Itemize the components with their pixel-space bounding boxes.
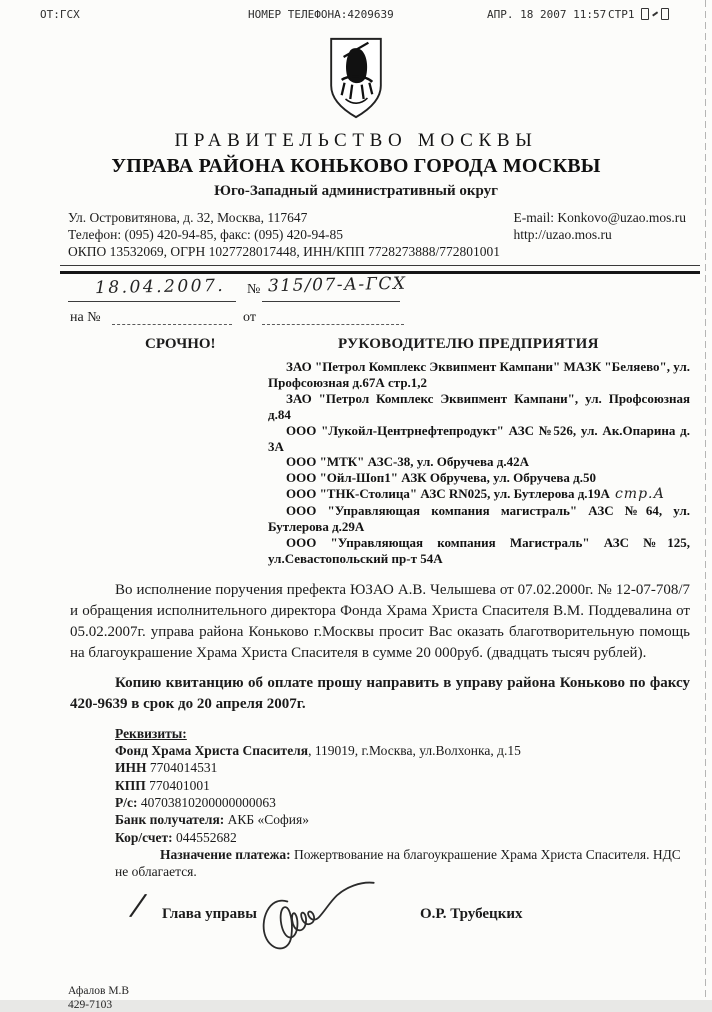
recipient-text: ЗАО "Петрол Комплекс Эквипмент Кампани", ул. Профсоюзная д.84	[268, 390, 690, 422]
payment-purpose-label: Назначение платежа:	[160, 846, 291, 862]
recipient-text: ООО "Лукойл-Центрнефтепродукт" АЗС №526, ул. Ак.Опарина д. 3А	[268, 422, 690, 454]
requisite-label: ИНН	[115, 760, 147, 776]
recipient-text: ООО "МТК" АЗС-38, ул. Обручева д.42А	[286, 454, 530, 470]
letterhead-divider	[60, 265, 700, 274]
recipient-text: ООО "Управляющая компания магистраль" АЗС №64, ул. Бутлерова д.29А	[268, 503, 690, 535]
reply-number-blank	[112, 324, 232, 325]
body-paragraph-1: Во исполнение поручения префекта ЮЗАО А.В. Челышева от 07.02.2000г. № 12-07-708/7 и обращения исполнительного директора Фонда Храма Христа Спасителя В.М. Поддевалина от 05.02.2007г. управа района Коньково г.Москвы просит Вас оказать благотворительную помощь на благоукрашение Храма Христа Спасителя в сумме 20 000руб. (двадцать тысяч рублей).	[70, 581, 690, 661]
government-title: ПРАВИТЕЛЬСТВО МОСКВЫ	[174, 130, 538, 151]
requisite-label: Банк получателя:	[115, 812, 225, 828]
requisite-line	[115, 777, 690, 794]
requisite-value: 770401001	[145, 777, 210, 793]
requisites-heading: Реквизиты:	[115, 725, 187, 741]
payment-purpose-text: Пожертвование на благоукрашение Храма Христа Спасителя. НДС не облагается.	[115, 846, 681, 880]
postal-address: Ул. Островитянова, д. 32, Москва, 117647	[68, 210, 308, 225]
requisite-label: Кор/счет:	[115, 829, 173, 845]
recipient-row	[268, 503, 690, 535]
fund-address: , 119019, г.Москва, ул.Волхонка, д.15	[308, 743, 521, 759]
requisite-value: 40703810200000000063	[137, 794, 276, 810]
contact-block	[0, 200, 712, 260]
signer-name: О.Р. Трубецких	[420, 906, 523, 923]
requisite-line	[115, 759, 690, 776]
fax-datetime: АПР. 18 2007 11:57	[487, 8, 607, 21]
organization-title: УПРАВА РАЙОНА КОНЬКОВО ГОРОДА МОСКВЫ	[111, 155, 601, 177]
number-underline	[262, 301, 400, 302]
number-sign: №	[247, 282, 261, 297]
fax-sender: ОТ:ГСХ	[40, 8, 80, 21]
district-subtitle: Юго-Западный административный округ	[214, 183, 498, 199]
reply-to-label: на №	[70, 310, 101, 325]
signer-position: Глава управы	[162, 906, 257, 923]
recipient-text: ООО "Ойл-Шоп1" АЗК Обручева, ул. Обручева д.50	[286, 470, 596, 486]
contact-left	[68, 209, 500, 260]
urgency-label: СРОЧНО!	[145, 336, 216, 352]
fund-line	[115, 742, 690, 759]
letter-body	[70, 580, 690, 715]
requisite-value: АКБ «София»	[224, 812, 309, 828]
fax-header	[0, 8, 712, 26]
requisite-line	[115, 829, 690, 846]
reply-from-label: от	[243, 310, 256, 325]
moscow-coat-of-arms-icon	[327, 36, 385, 120]
phone-fax-line: Телефон: (095) 420-94-85, факс: (095) 420-94-85	[68, 227, 344, 242]
bank-requisites	[115, 725, 690, 881]
fax-pages-icon	[641, 8, 669, 20]
requisite-line	[115, 794, 690, 811]
addressee-title: РУКОВОДИТЕЛЮ ПРЕДПРИЯТИЯ	[338, 336, 599, 352]
recipient-row	[268, 359, 690, 391]
recipient-row	[268, 535, 690, 567]
recipient-row	[268, 454, 690, 470]
letter-content	[0, 30, 712, 1012]
recipient-row	[268, 423, 690, 455]
handwritten-mark: /	[130, 887, 146, 924]
date-underline	[68, 301, 236, 302]
requisite-label: КПП	[115, 777, 146, 793]
website-line: http://uzao.mos.ru	[513, 227, 612, 242]
recipient-list	[268, 359, 690, 567]
contact-right	[513, 209, 686, 260]
signature-icon	[248, 875, 387, 969]
fax-phone-number: НОМЕР ТЕЛЕФОНА:4209639	[248, 8, 394, 21]
heading-row	[0, 336, 712, 356]
signature-block	[0, 887, 712, 980]
recipient-text: ООО "Управляющая компания Магистраль" АЗС №125, ул.Севастопольский пр-т 54А	[268, 534, 690, 566]
registration-codes: ОКПО 13532069, ОГРН 1027728017448, ИНН/КПП 7728273888/772801001	[68, 244, 500, 259]
payment-purpose-line	[115, 846, 690, 881]
email-line: E-mail: Konkovo@uzao.mos.ru	[513, 210, 686, 225]
recipient-text: ЗАО "Петрол Комплекс Эквипмент Кампани" МАЗК "Беляево", ул. Профсоюзная д.67А стр.1,2	[268, 359, 690, 390]
reply-date-blank	[262, 324, 404, 325]
fund-name: Фонд Храма Христа Спасителя	[115, 743, 309, 759]
recipient-row	[268, 470, 690, 486]
scan-edge-artifact	[705, 0, 706, 1000]
body-paragraph-2: Копию квитанцию об оплате прошу направить в управу района Коньково по факсу 420-9639 в срок до 20 апреля 2007г.	[70, 674, 690, 712]
recipient-row	[268, 391, 690, 423]
requisite-line	[115, 811, 690, 828]
outgoing-date-handwritten: 18.04.2007.	[94, 275, 226, 299]
requisites-lines	[115, 759, 690, 845]
requisite-label: Р/с:	[115, 794, 138, 810]
executor-name: Афалов М.В	[68, 985, 130, 998]
executor-note	[68, 984, 712, 1012]
executor-phone: 429-7103	[68, 999, 113, 1012]
requisite-value: 044552682	[172, 829, 237, 845]
recipient-text: ООО "ТНК-Столица" АЗС RN025, ул. Бутлерова д.19А	[286, 486, 610, 502]
requisite-value: 7704014531	[146, 760, 218, 776]
reference-block	[0, 274, 712, 332]
fax-page-number: СТР1	[608, 8, 635, 21]
outgoing-number-handwritten: 315/07-А-ГСХ	[267, 273, 407, 297]
recipient-handwritten-note: стр.А	[614, 486, 666, 503]
recipient-row	[268, 486, 690, 503]
